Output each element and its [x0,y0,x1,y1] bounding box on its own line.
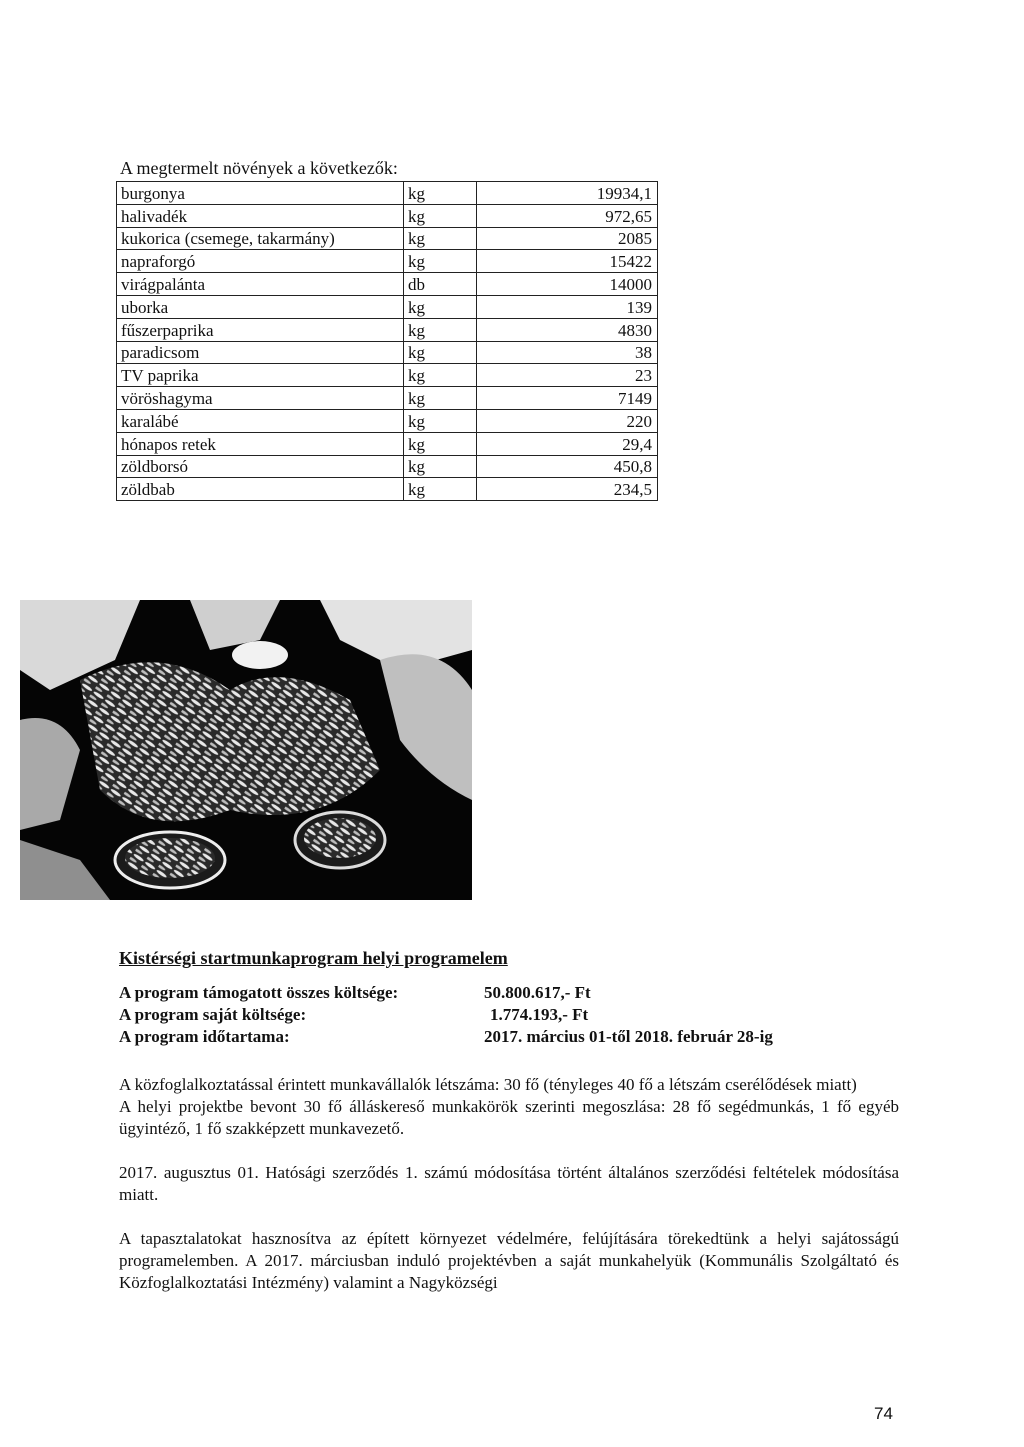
crop-unit: db [404,273,477,296]
crop-unit: kg [404,341,477,364]
crop-name: fűszerpaprika [117,318,404,341]
crop-name: burgonya [117,182,404,205]
crop-quantity: 7149 [477,387,658,410]
table-row [117,250,658,273]
fact-row-own-cost [119,1004,773,1026]
crop-name: TV paprika [117,364,404,387]
crop-quantity: 450,8 [477,455,658,478]
body-text [119,1074,899,1294]
paragraph-roles: A helyi projektbe bevont 30 fő álláskereső munkakörök szerinti megoszlása: 28 fő segédmunkás, 1 fő egyéb ügyintéző, 1 fő szakképzett munkavezető. [119,1097,899,1138]
crop-quantity: 14000 [477,273,658,296]
crop-name: uborka [117,295,404,318]
table-row [117,227,658,250]
fact-value: 1.774.193,- Ft [490,1005,589,1024]
paragraph-contract: 2017. augusztus 01. Hatósági szerződés 1. számú módosítása történt általános szerződési feltételek módosítása miatt. [119,1163,899,1204]
crop-name: zöldbab [117,478,404,501]
crop-quantity: 4830 [477,318,658,341]
crop-quantity: 19934,1 [477,182,658,205]
crop-quantity: 139 [477,295,658,318]
table-intro: A megtermelt növények a következők: [120,158,398,178]
crop-unit: kg [404,432,477,455]
fact-label: A program támogatott összes költsége: [119,983,399,1002]
crop-name: vöröshagyma [117,387,404,410]
crop-quantity: 2085 [477,227,658,250]
table-row [117,295,658,318]
table-row [117,318,658,341]
crop-name: halivadék [117,204,404,227]
crop-unit: kg [404,455,477,478]
table-row [117,455,658,478]
crop-name: paradicsom [117,341,404,364]
fact-row-total-cost [119,982,773,1004]
table-row [117,409,658,432]
crops-table [116,181,658,501]
crop-unit: kg [404,204,477,227]
program-facts [119,982,773,1048]
table-row [117,364,658,387]
crop-name: virágpalánta [117,273,404,296]
crop-name: kukorica (csemege, takarmány) [117,227,404,250]
table-row [117,273,658,296]
paragraph-experience: A tapasztalatokat hasznosítva az épített környezet védelmére, felújítására törekedtünk a helyi sajátosságú programelemben. A 2017. márciusban induló projektévben a saját munkahelyük (Kommunális Szolgáltató és Közfoglalkoztatási Intézmény) valamint a Nagyközségi [119,1229,899,1292]
table-row [117,341,658,364]
table-row [117,182,658,205]
crop-unit: kg [404,478,477,501]
crop-name: zöldborsó [117,455,404,478]
crop-unit: kg [404,318,477,341]
fact-value: 50.800.617,- Ft [484,983,591,1002]
page-number: 74 [874,1404,893,1423]
fact-row-duration [119,1026,773,1048]
paragraph-headcount: A közfoglalkoztatással érintett munkavállalók létszáma: 30 fő (tényleges 40 fő a létszám cserélődések miatt) [119,1075,857,1094]
crop-unit: kg [404,182,477,205]
crop-unit: kg [404,227,477,250]
fact-label: A program saját költsége: [119,1005,307,1024]
crop-quantity: 234,5 [477,478,658,501]
crop-quantity: 220 [477,409,658,432]
crop-unit: kg [404,409,477,432]
crop-name: karalábé [117,409,404,432]
crop-quantity: 23 [477,364,658,387]
crop-quantity: 972,65 [477,204,658,227]
section-title: Kistérségi startmunkaprogram helyi programelem [119,948,508,968]
crop-unit: kg [404,250,477,273]
crop-unit: kg [404,364,477,387]
crop-quantity: 38 [477,341,658,364]
table-row [117,204,658,227]
table-row [117,432,658,455]
harvest-photo-image [20,600,472,900]
harvest-photo [20,600,472,900]
table-row [117,478,658,501]
crop-unit: kg [404,387,477,410]
crop-name: napraforgó [117,250,404,273]
crop-name: hónapos retek [117,432,404,455]
crop-quantity: 29,4 [477,432,658,455]
crop-quantity: 15422 [477,250,658,273]
crop-unit: kg [404,295,477,318]
fact-label: A program időtartama: [119,1027,290,1046]
table-row [117,387,658,410]
fact-value: 2017. március 01-től 2018. február 28-ig [484,1027,773,1046]
